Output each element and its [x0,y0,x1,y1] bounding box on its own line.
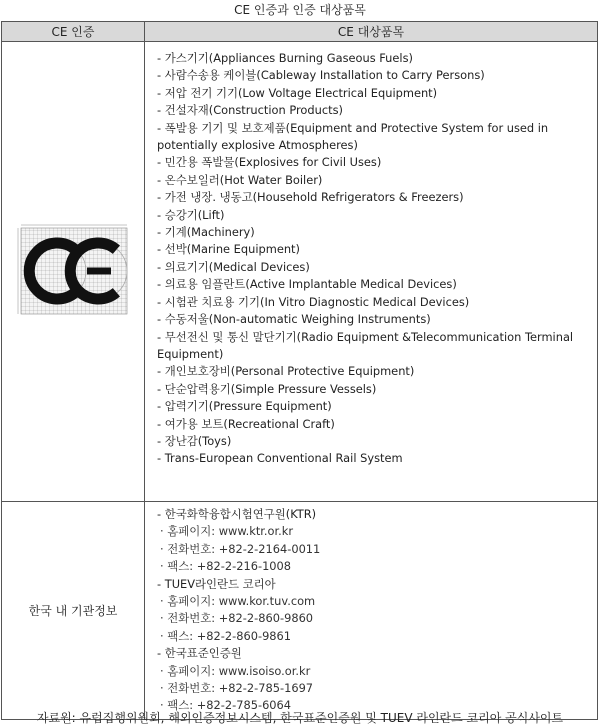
list-item: - 시험관 치료용 기기(In Vitro Diagnostic Medical Devices) [157,294,470,309]
agency-detail: · 전화번호: +82-2-785-1697 [160,681,314,696]
table-row [2,502,598,720]
agency-detail: · 팩스: +82-2-860-9861 [160,628,292,643]
list-item: - Trans-European Conventional Rail System [157,451,403,466]
ce-mark-image [17,218,130,322]
list-item: - 가스기기(Appliances Burning Gaseous Fuels) [157,51,413,65]
list-item: - 압력기기(Pressure Equipment) [157,399,332,414]
ce-mark-cell [2,42,145,502]
table-row [2,42,598,502]
list-item: - 온수보일러(Hot Water Boiler) [157,172,323,187]
agency-name: - 한국화학융합시험연구원(KTR) [157,507,317,521]
ce-product-list [145,42,597,468]
table-caption: CE 인증과 인증 대상품목 [234,3,366,17]
header-ce-certification: CE 인증 [2,22,145,42]
agency-detail: · 홈페이지: www.isoiso.or.kr [160,663,311,678]
agency-detail: · 팩스: +82-2-785-6064 [160,698,292,713]
agency-name: - TUEV라인란드 코리아 [157,576,276,591]
list-item: - 승강기(Lift) [157,207,225,222]
list-item: - 사람수송용 케이블(Cableway Installation to Carry Persons) [157,68,485,83]
ce-certification-table [1,21,598,720]
list-item: - 선박(Marine Equipment) [157,242,300,257]
list-item: - 무선전신 및 통신 말단기기(Radio Equipment &Telecommunication Terminal Equipment) [157,329,574,361]
list-item: - 건설자재(Construction Products) [157,103,343,118]
list-item: - 수동저울(Non-automatic Weighing Instruments) [157,312,431,327]
list-item: - 폭발용 기기 및 보호제품(Equipment and Protective System for used in potentially explosive Atmospheres) [157,120,549,153]
list-item: - 의료기기(Medical Devices) [157,259,310,274]
agency-detail: · 전화번호: +82-2-860-9860 [160,611,314,626]
list-item: - 기계(Machinery) [157,225,255,240]
source-note: 자료원: 유럽집행위원회, 해외인증정보시스템, 한국표준인증원 및 TUEV 라인란드 코리아 공식사이트 [36,711,564,725]
ce-products-cell [145,42,598,502]
list-item: - 민간용 폭발물(Explosives for Civil Uses) [157,155,382,170]
list-item: - 여가용 보트(Recreational Craft) [157,416,335,431]
list-item: - 가전 냉장. 냉동고(Household Refrigerators & Freezers) [157,190,464,205]
korea-agency-list [145,502,597,715]
list-item: - 단순압력용기(Simple Pressure Vessels) [157,381,377,396]
agency-detail: · 홈페이지: www.kor.tuv.com [160,594,316,609]
header-ce-products: CE 대상품목 [145,22,598,42]
agency-detail: · 홈페이지: www.ktr.or.kr [160,524,294,539]
agency-detail: · 팩스: +82-2-216-1008 [160,559,292,574]
korea-agency-label: 한국 내 기관정보 [2,502,145,720]
table-header-row [2,22,598,42]
agency-name: - 한국표준인증원 [157,646,242,661]
list-item: - 저압 전기 기기(Low Voltage Electrical Equipment) [157,85,438,100]
ce-mark-icon [17,218,130,322]
agency-detail: · 전화번호: +82-2-2164-0011 [160,541,321,556]
korea-agency-cell [145,502,598,720]
list-item: - 의료용 임플란트(Active Implantable Medical Devices) [157,277,457,292]
list-item: - 개인보호장비(Personal Protective Equipment) [157,364,415,379]
list-item: - 장난감(Toys) [157,433,232,448]
